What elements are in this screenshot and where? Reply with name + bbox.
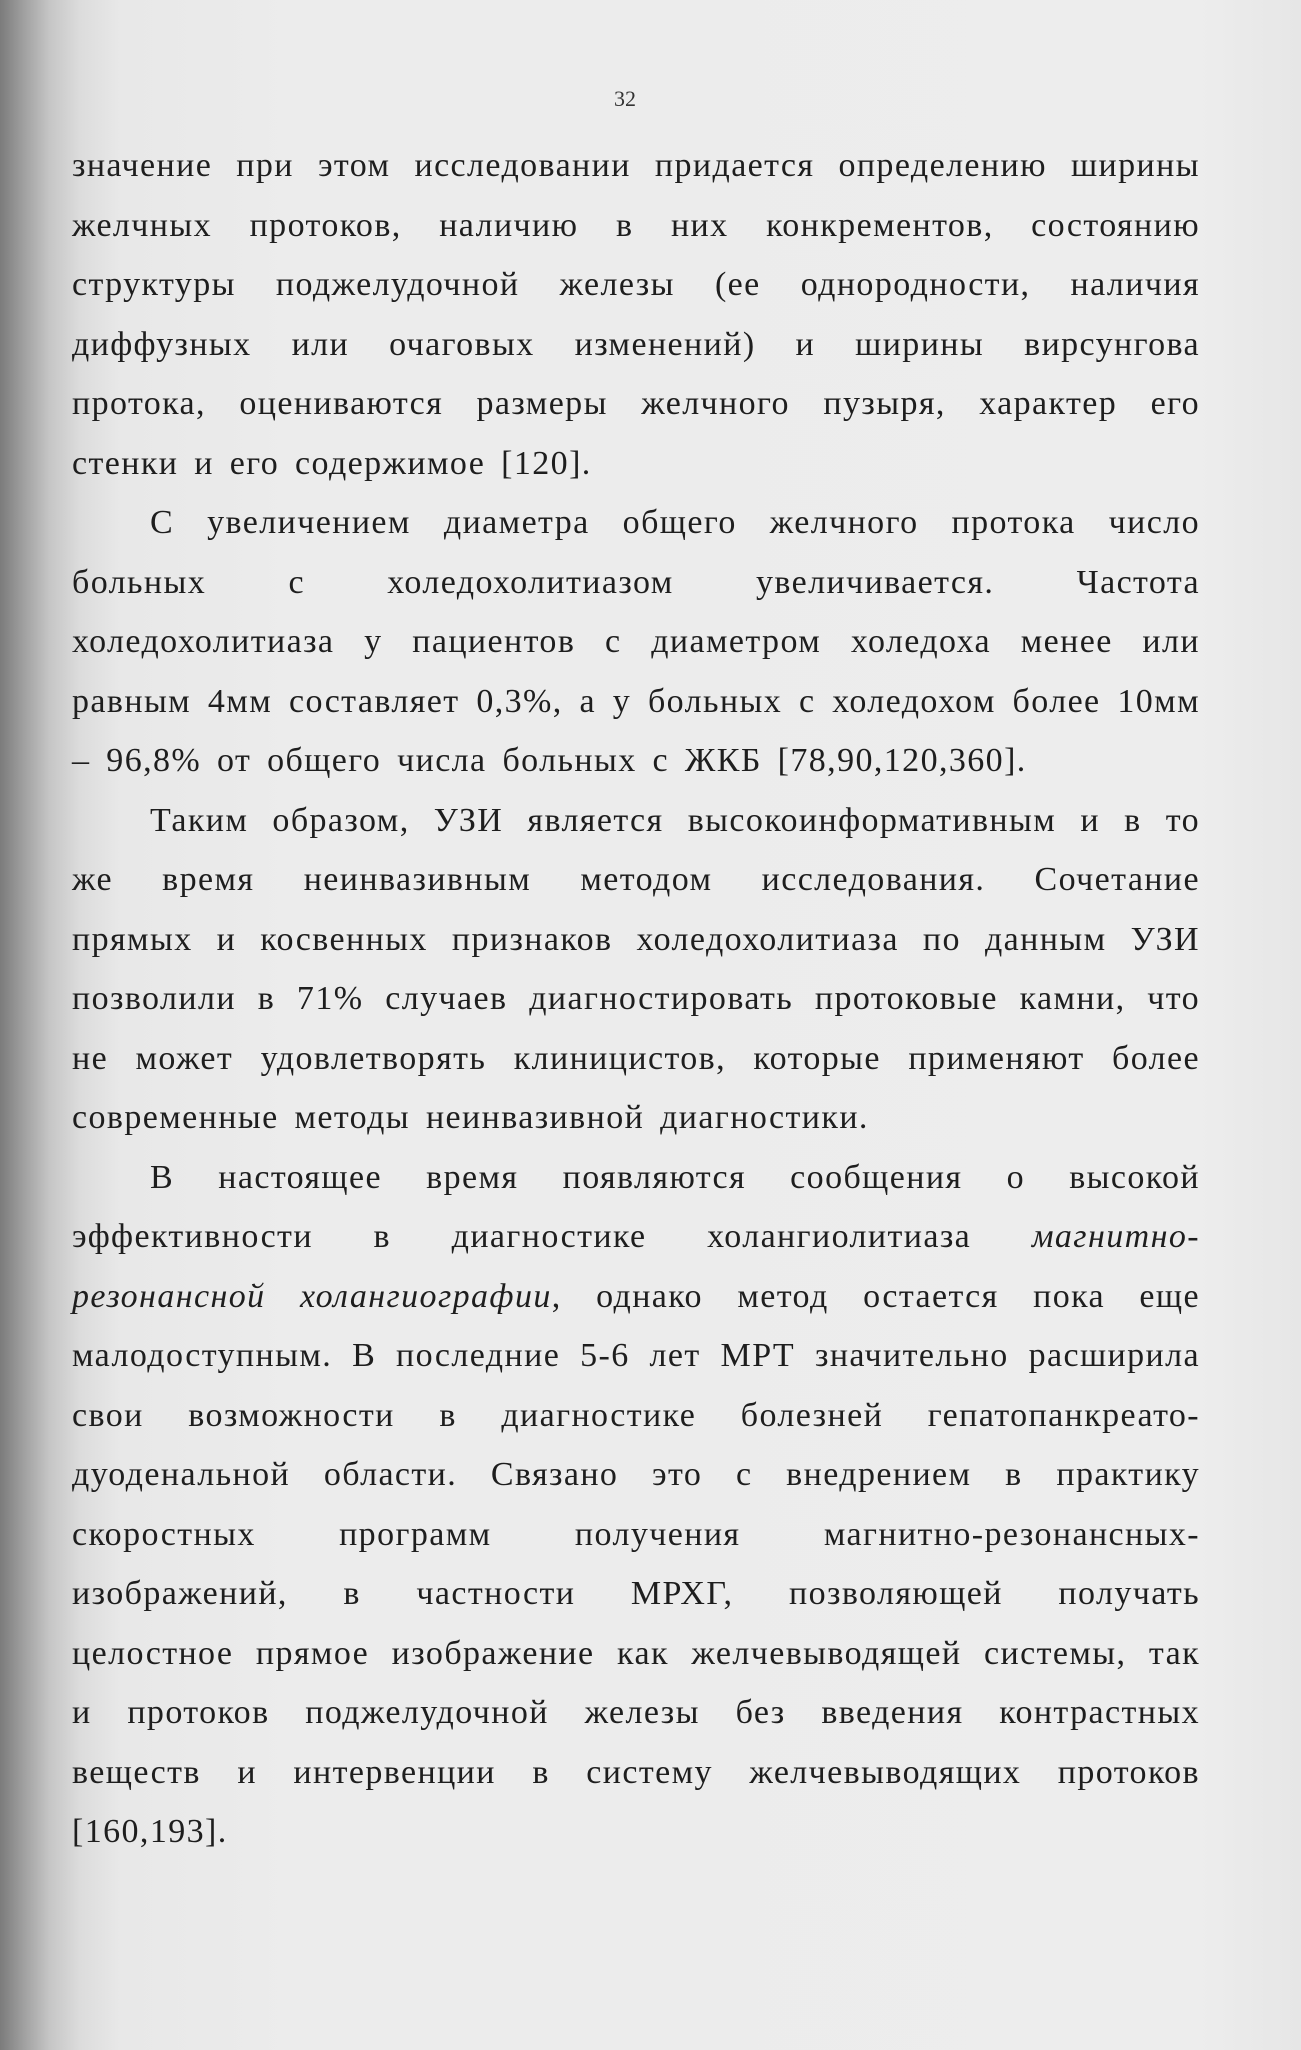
text-line: С увеличением диаметра общего желчного протока число bbox=[150, 504, 1200, 541]
text-line: целостное прямое изображение как желчевыводящей системы, так bbox=[72, 1634, 1200, 1672]
text-line: диффузных или очаговых изменений) и ширины вирсунгова bbox=[72, 325, 1200, 363]
italic-text-run: магнитно- bbox=[1031, 1218, 1200, 1255]
text-line: прямых и косвенных признаков холедохолитиаза по данным УЗИ bbox=[72, 920, 1200, 958]
text-line: стенки и его содержимое [120]. bbox=[72, 444, 592, 482]
text-line: желчных протоков, наличию в них конкрементов, состоянию bbox=[72, 206, 1200, 244]
text-line: дуоденальной области. Связано это с внедрением в практику bbox=[72, 1456, 1200, 1493]
text-line: скоростных программ получения магнитно-резонансных- bbox=[72, 1515, 1200, 1553]
text-line: равным 4мм составляет 0,3%, а у больных с холедохом более 10мм bbox=[72, 682, 1200, 720]
text-line: же время неинвазивным методом исследования. Сочетание bbox=[72, 861, 1200, 898]
body-text bbox=[72, 136, 1200, 1862]
page-number: 32 bbox=[614, 86, 636, 111]
text-run: , однако метод остается пока еще bbox=[551, 1277, 1200, 1315]
text-line-mixed bbox=[72, 1207, 1200, 1267]
text-line: Таким образом, УЗИ является высокоинформативным и в то bbox=[150, 801, 1200, 839]
text-line: современные методы неинвазивной диагностики. bbox=[72, 1099, 869, 1136]
text-run: эффективности в диагностике холангиолитиаза bbox=[72, 1218, 1032, 1255]
text-line: изображений, в частности МРХГ, позволяющей получать bbox=[72, 1575, 1200, 1612]
text-line: В настоящее время появляются сообщения о высокой bbox=[150, 1158, 1200, 1196]
text-line: протока, оцениваются размеры желчного пузыря, характер его bbox=[72, 385, 1200, 422]
text-line: [160,193]. bbox=[72, 1813, 228, 1850]
text-line: больных с холедохолитиазом увеличивается. Частота bbox=[72, 563, 1200, 601]
text-line: позволили в 71% случаев диагностировать протоковые камни, что bbox=[72, 980, 1200, 1017]
text-line-mixed bbox=[72, 1267, 1200, 1327]
text-line: свои возможности в диагностике болезней гепатопанкреато- bbox=[72, 1396, 1200, 1434]
text-line: структуры поджелудочной железы (ее однородности, наличия bbox=[72, 266, 1200, 303]
text-line: холедохолитиаза у пациентов с диаметром холедоха менее или bbox=[72, 623, 1200, 660]
italic-text-run: резонансной холангиографии bbox=[72, 1277, 552, 1315]
text-line: веществ и интервенции в систему желчевыводящих протоков bbox=[72, 1753, 1200, 1791]
text-line: не может удовлетворять клиницистов, которые применяют более bbox=[72, 1039, 1200, 1077]
text-line: значение при этом исследовании придается определению ширины bbox=[72, 147, 1200, 184]
text-line: и протоков поджелудочной железы без введения контрастных bbox=[72, 1694, 1200, 1731]
text-line: малодоступным. В последние 5-6 лет МРТ значительно расширила bbox=[72, 1337, 1200, 1374]
text-line: – 96,8% от общего числа больных с ЖКБ [78,90,120,360]. bbox=[72, 742, 1027, 779]
